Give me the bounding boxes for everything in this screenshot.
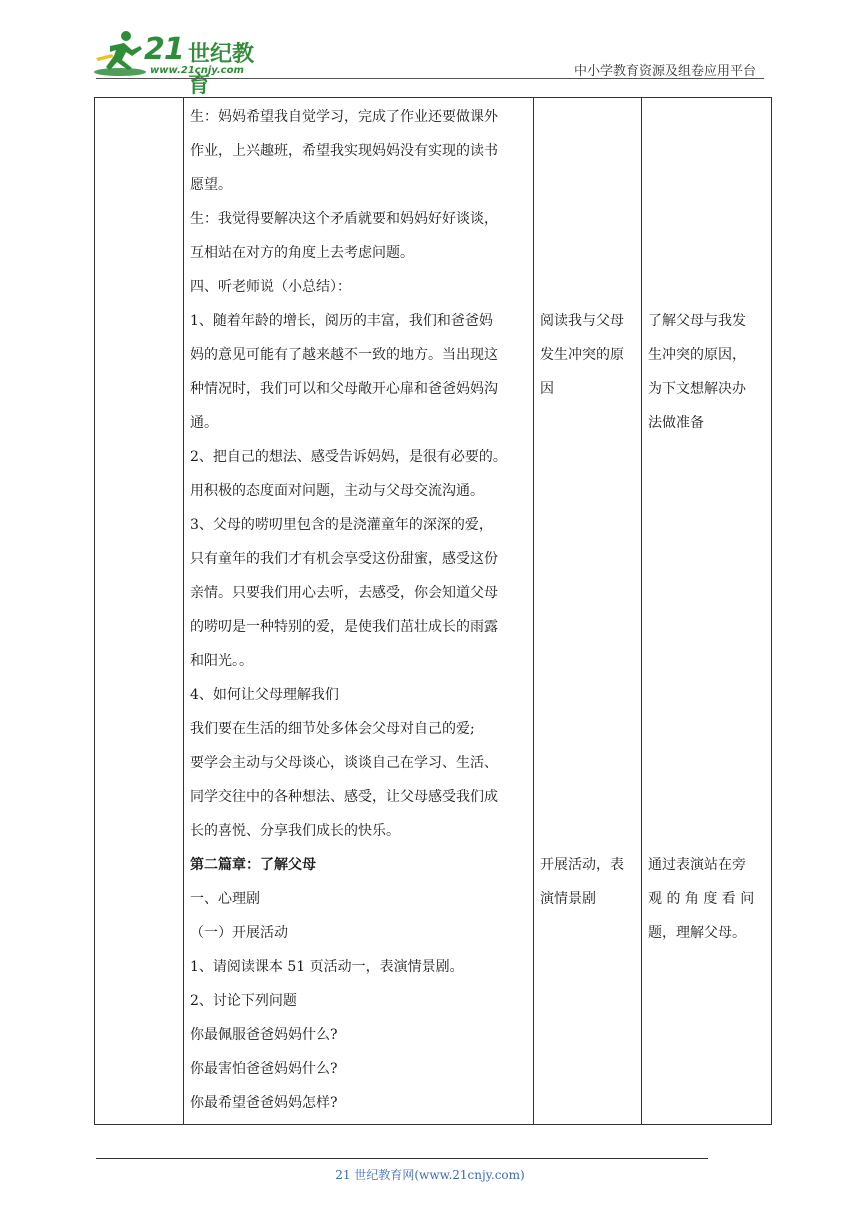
content-line: 第二篇章：了解父母 <box>190 857 316 873</box>
intent-line: 通过表演站在旁 <box>648 857 746 873</box>
content-line: 用积极的态度面对问题，主动与父母交流沟通。 <box>190 483 484 499</box>
content-line: 只有童年的我们才有机会享受这份甜蜜，感受这份 <box>190 551 498 567</box>
blank-line <box>540 1086 635 1120</box>
site-logo[interactable] <box>92 28 262 98</box>
content-line: 2、把自己的想法、感受告诉妈妈，是很有必要的。 <box>190 449 507 465</box>
content-line: 和阳光。。 <box>190 653 253 669</box>
blank-line <box>648 270 765 304</box>
blank-line <box>648 780 765 814</box>
activity-line: 阅读我与父母 <box>540 313 624 329</box>
blank-line <box>540 984 635 1018</box>
activity-line: 因 <box>540 381 554 397</box>
content-line: 的唠叨是一种特别的爱，是使我们茁壮成长的雨露 <box>190 619 498 635</box>
blank-line <box>540 780 635 814</box>
blank-line <box>540 746 635 780</box>
lesson-table <box>94 97 772 1125</box>
content-line: 生：妈妈希望我自觉学习，完成了作业还要做课外 <box>190 109 498 125</box>
blank-line <box>540 202 635 236</box>
content-line: 种情况时，我们可以和父母敞开心扉和爸爸妈妈沟 <box>190 381 498 397</box>
content-line: 作业，上兴趣班，希望我实现妈妈没有实现的读书 <box>190 143 498 159</box>
blank-line <box>540 610 635 644</box>
blank-line <box>648 984 765 1018</box>
content-line: 你最希望爸爸妈妈怎样? <box>190 1095 338 1111</box>
content-line: 你最害怕爸爸妈妈什么? <box>190 1061 338 1077</box>
blank-line <box>648 474 765 508</box>
blank-line <box>540 134 635 168</box>
blank-line <box>648 814 765 848</box>
blank-line <box>540 270 635 304</box>
content-line: 愿望。 <box>190 177 232 193</box>
blank-line <box>540 508 635 542</box>
intent-line: 生冲突的原因， <box>648 347 746 363</box>
content-line: 3、父母的唠叨里包含的是浇灌童年的深深的爱， <box>190 517 493 533</box>
footer-source[interactable]: 21 世纪教育网(www.21cnjy.com) <box>335 1168 525 1182</box>
blank-line <box>648 202 765 236</box>
column-design-intent <box>642 98 772 1125</box>
intent-line: 观 的 角 度 看 问 <box>648 891 755 907</box>
content-line: 1、随着年龄的增长，阅历的丰富，我们和爸爸妈 <box>190 313 493 329</box>
content-line: 妈的意见可能有了越来越不一致的地方。当出现这 <box>190 347 498 363</box>
content-line: 四、听老师说（小总结）： <box>190 279 351 295</box>
content-line: 2、讨论下列问题 <box>190 993 297 1009</box>
content-line: 一、心理剧 <box>190 891 260 907</box>
blank-line <box>648 100 765 134</box>
blank-line <box>540 542 635 576</box>
content-line: 亲情。只要我们用心去听，去感受，你会知道父母 <box>190 585 498 601</box>
content-line: 你最佩服爸爸妈妈什么? <box>190 1027 338 1043</box>
header-divider <box>96 78 764 79</box>
blank-line <box>648 542 765 576</box>
design-intent-lines <box>642 98 771 1124</box>
blank-line <box>648 950 765 984</box>
blank-line <box>540 950 635 984</box>
content-line: 要学会主动与父母谈心，谈谈自己在学习、生活、 <box>190 755 498 771</box>
table-row <box>95 98 772 1125</box>
content-line: 生：我觉得要解决这个矛盾就要和妈妈好好谈谈， <box>190 211 498 227</box>
blank-line <box>540 712 635 746</box>
content-line: 通。 <box>190 415 218 431</box>
blank-line <box>648 576 765 610</box>
blank-line <box>648 168 765 202</box>
column-student-activity <box>534 98 642 1125</box>
activity-line: 演情景剧 <box>540 891 596 907</box>
content-line: 我们要在生活的细节处多体会父母对自己的爱; <box>190 721 475 737</box>
blank-line <box>540 1052 635 1086</box>
blank-line <box>648 644 765 678</box>
blank-line <box>540 100 635 134</box>
student-activity-lines <box>534 98 641 1124</box>
column-stage <box>95 98 184 1125</box>
blank-line <box>540 440 635 474</box>
activity-line: 发生冲突的原 <box>540 347 624 363</box>
blank-line <box>648 1018 765 1052</box>
blank-line <box>648 746 765 780</box>
blank-line <box>540 236 635 270</box>
content-line: 4、如何让父母理解我们 <box>190 687 339 703</box>
blank-line <box>648 1052 765 1086</box>
blank-line <box>648 236 765 270</box>
blank-line <box>540 644 635 678</box>
blank-line <box>648 440 765 474</box>
content-line: （一）开展活动 <box>190 925 288 941</box>
runner-logo-icon <box>92 28 148 78</box>
logo-url: www.21cnjy.com <box>150 65 244 76</box>
logo-number: 21 <box>144 32 184 67</box>
content-line: 1、请阅读课本 51 页活动一，表演情景剧。 <box>190 959 464 975</box>
blank-line <box>540 406 635 440</box>
blank-line <box>648 134 765 168</box>
intent-line: 题，理解父母。 <box>648 925 746 941</box>
blank-line <box>540 814 635 848</box>
blank-line <box>648 508 765 542</box>
intent-line: 为下文想解决办 <box>648 381 746 397</box>
content-line: 长的喜悦、分享我们成长的快乐。 <box>190 823 400 839</box>
blank-line <box>540 168 635 202</box>
blank-line <box>540 576 635 610</box>
content-line: 互相站在对方的角度上去考虑问题。 <box>190 245 414 261</box>
platform-title: 中小学教育资源及组卷应用平台 <box>573 64 756 79</box>
logo-title: 世纪教育 <box>188 42 255 98</box>
intent-line: 了解父母与我发 <box>648 313 746 329</box>
blank-line <box>540 474 635 508</box>
blank-line <box>540 678 635 712</box>
activity-line: 开展活动，表 <box>540 857 624 873</box>
blank-line <box>540 1018 635 1052</box>
content-line: 同学交往中的各种想法、感受，让父母感受我们成 <box>190 789 498 805</box>
column-teaching-content <box>184 98 534 1125</box>
blank-line <box>648 610 765 644</box>
intent-line: 法做准备 <box>648 415 704 431</box>
blank-line <box>648 1086 765 1120</box>
blank-line <box>648 678 765 712</box>
teaching-content-lines <box>184 98 533 1124</box>
page-header <box>0 0 860 98</box>
footer-divider <box>96 1158 708 1159</box>
blank-line <box>540 916 635 950</box>
blank-line <box>648 712 765 746</box>
